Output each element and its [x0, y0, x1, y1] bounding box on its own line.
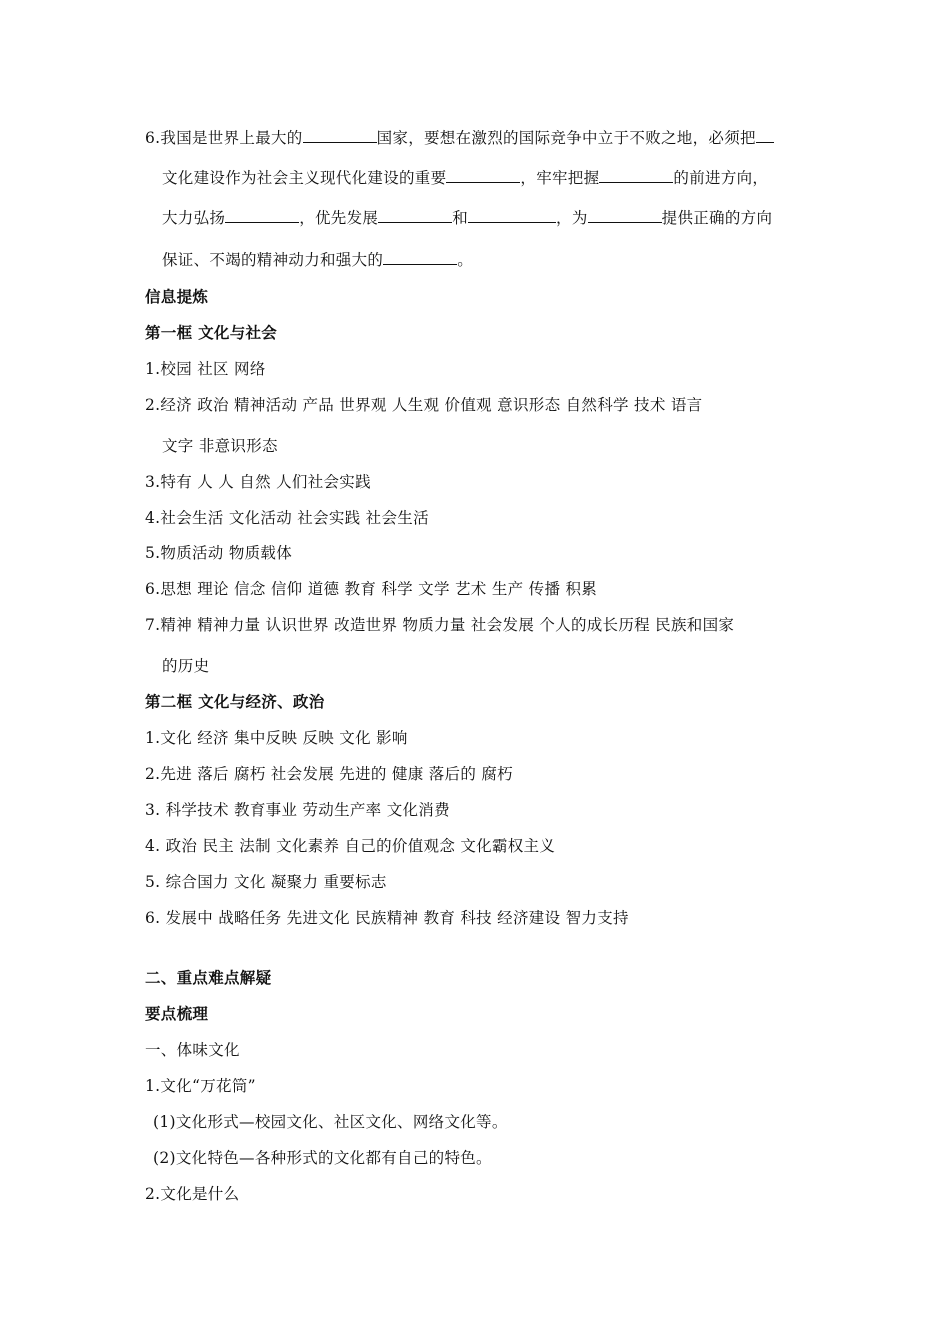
key-points-heading: 要点梳理	[145, 1005, 209, 1023]
fill-blank[interactable]	[446, 168, 520, 183]
text-segment: 6.我国是世界上最大的	[145, 129, 303, 147]
answer-line: 6. 发展中 战略任务 先进文化 民族精神 教育 科技 经济建设 智力支持	[145, 909, 629, 927]
text-segment: 国家，要想在激烈的国际竞争中立于不败之地，必须把	[376, 129, 756, 147]
frame-1-heading: 第一框 文化与社会	[145, 324, 278, 342]
answer-line: 1.校园 社区 网络	[145, 360, 266, 378]
question-6-line-2	[162, 168, 768, 188]
text-segment: 。	[457, 251, 474, 269]
answer-line: 4. 政治 民主 法制 文化素养 自己的价值观念 文化霸权主义	[145, 837, 556, 855]
outline-line: 2.文化是什么	[145, 1185, 240, 1203]
fill-blank[interactable]	[378, 208, 452, 223]
fill-blank[interactable]	[303, 128, 377, 143]
outline-line: (2)文化特色—各种形式的文化都有自己的特色。	[153, 1149, 492, 1167]
answer-line: 3. 科学技术 教育事业 劳动生产率 文化消费	[145, 801, 450, 819]
text-segment: 大力弘扬	[162, 209, 226, 227]
fill-blank[interactable]	[599, 168, 673, 183]
answer-line: 5. 综合国力 文化 凝聚力 重要标志	[145, 873, 387, 891]
answer-line: 7.精神 精神力量 认识世界 改造世界 物质力量 社会发展 个人的成长历程 民族和国家	[145, 616, 735, 634]
fill-blank[interactable]	[588, 208, 662, 223]
text-segment: ，为	[556, 209, 588, 227]
answer-line: 的历史	[162, 657, 210, 675]
answer-line: 1.文化 经济 集中反映 反映 文化 影响	[145, 729, 408, 747]
text-segment: 文化建设作为社会主义现代化建设的重要	[162, 169, 447, 187]
text-segment: ，优先发展	[299, 209, 379, 227]
question-6-line-4	[162, 250, 473, 270]
answer-line: 3.特有 人 人 自然 人们社会实践	[145, 473, 371, 491]
answer-line: 5.物质活动 物质载体	[145, 544, 293, 562]
question-6-line-1	[145, 128, 774, 148]
section-heading-info: 信息提炼	[145, 288, 209, 306]
answer-line: 4.社会生活 文化活动 社会实践 社会生活	[145, 509, 429, 527]
text-segment: ，牢牢把握	[520, 169, 600, 187]
frame-2-heading: 第二框 文化与经济、政治	[145, 693, 325, 711]
fill-blank[interactable]	[383, 250, 457, 265]
fill-blank[interactable]	[756, 128, 774, 143]
fill-blank[interactable]	[468, 208, 556, 223]
answer-line: 2.经济 政治 精神活动 产品 世界观 人生观 价值观 意识形态 自然科学 技术 语言	[145, 396, 703, 414]
outline-line: 一、体味文化	[145, 1041, 240, 1059]
answer-line: 6.思想 理论 信念 信仰 道德 教育 科学 文学 艺术 生产 传播 积累	[145, 580, 598, 598]
outline-line: (1)文化形式—校园文化、社区文化、网络文化等。	[153, 1113, 508, 1131]
text-segment: 提供正确的方向	[661, 209, 773, 227]
text-segment: 保证、不竭的精神动力和强大的	[162, 251, 384, 269]
answer-line: 文字 非意识形态	[162, 437, 278, 455]
question-6-line-3	[162, 208, 772, 228]
answer-line: 2.先进 落后 腐朽 社会发展 先进的 健康 落后的 腐朽	[145, 765, 513, 783]
text-segment: 和	[452, 209, 469, 227]
fill-blank[interactable]	[225, 208, 299, 223]
section-heading-2: 二、重点难点解疑	[145, 969, 272, 987]
outline-line: 1.文化“万花筒”	[145, 1077, 256, 1095]
text-segment: 的前进方向，	[673, 169, 769, 187]
